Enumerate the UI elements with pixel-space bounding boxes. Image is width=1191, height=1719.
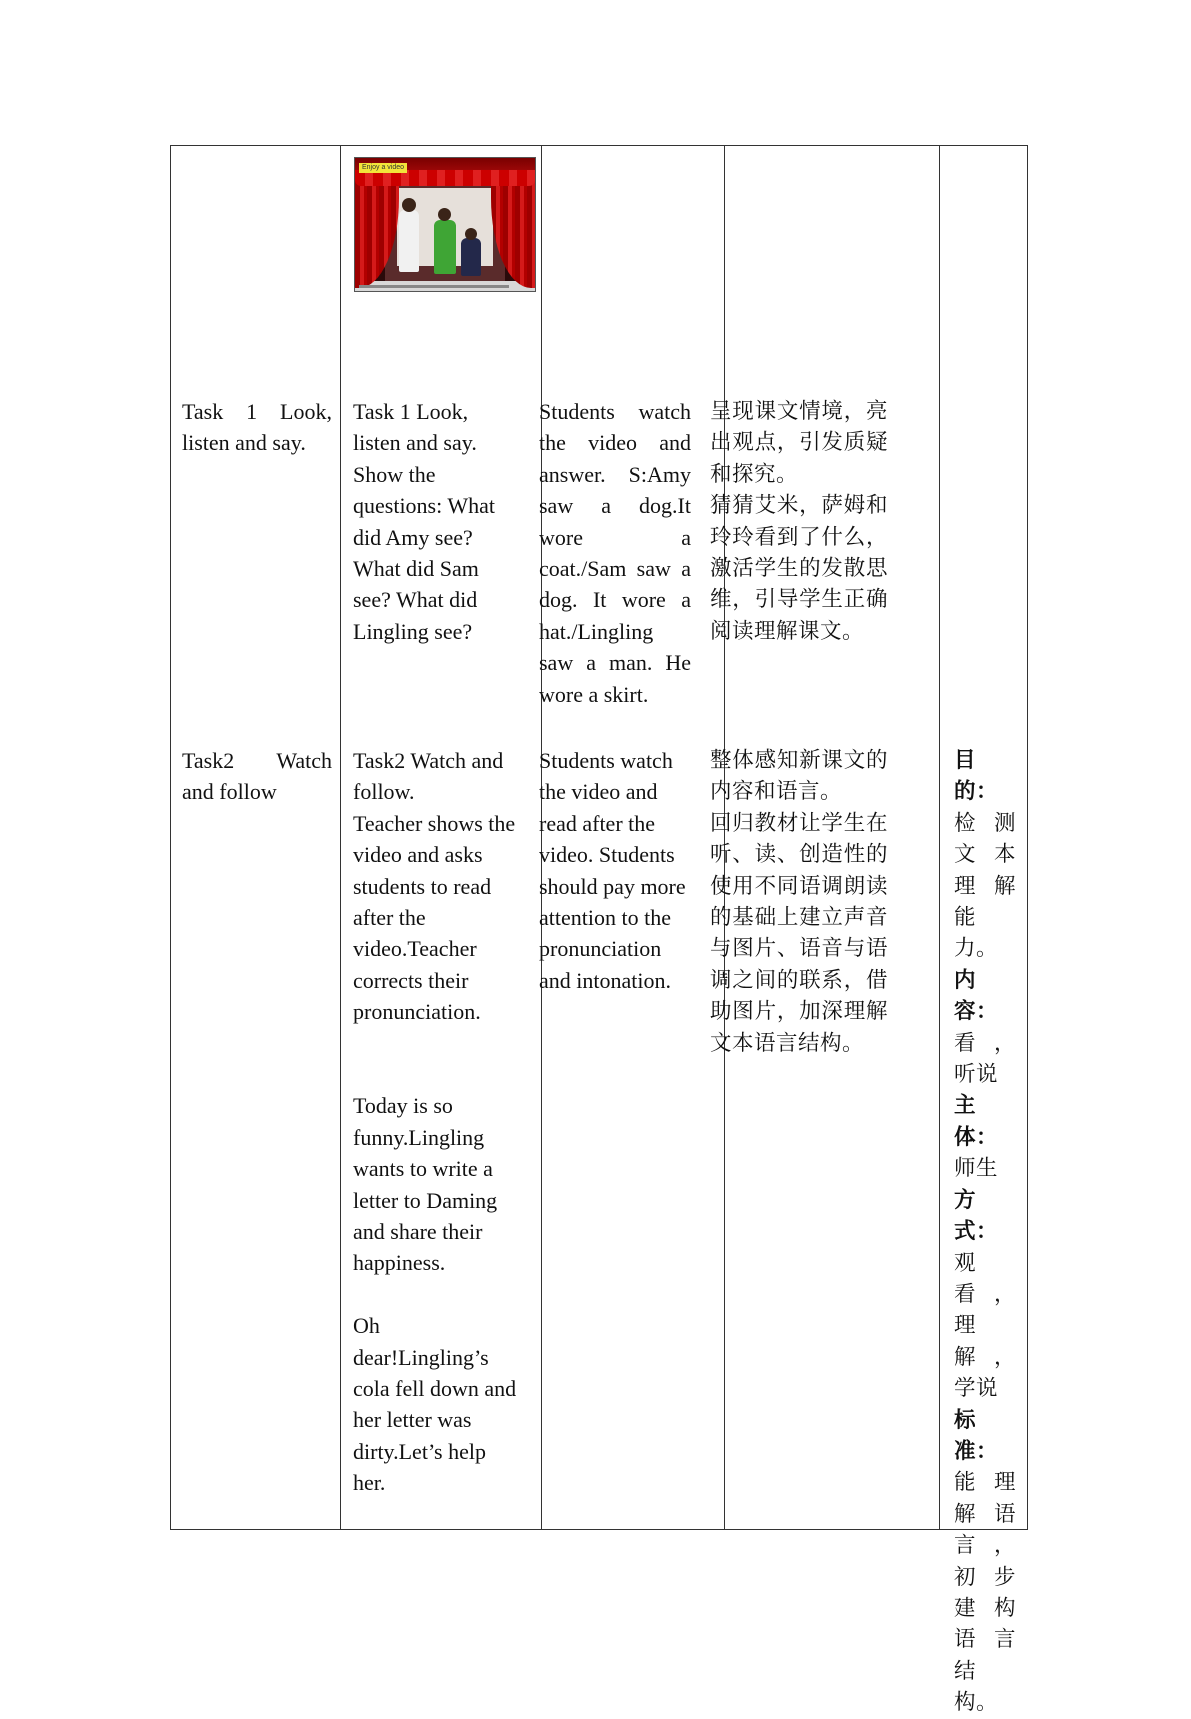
row2-task-name: Task2 Watch and follow [182, 748, 332, 805]
row2-evaluation: 目的： 检测文本理解能力。 内容： 看，听说 主体： 师生 方式： 观看，理解，学说 标准： 能理解语言，初步建构语言结构。 [954, 748, 1016, 1716]
video-thumbnail[interactable] [354, 157, 536, 292]
row1-design-intent: 呈现课文情境，亮出观点，引发质疑和探究。 猜猜艾米，萨姆和玲玲看到了什么，激活学生的发散思维，引导学生正确阅读理解课文。 [710, 399, 888, 644]
character-figure [461, 238, 481, 276]
character-figure [434, 220, 456, 274]
video-progress-bar[interactable] [359, 285, 509, 288]
column-divider [939, 146, 940, 1529]
row2-teacher-activity: Task2 Watch and follow. Teacher shows the video and asks students to read after the video.Teacher corrects their pronunciation. Today is so funny.Lingling wants to write a letter to Daming and share their happiness. Oh dear!Lingling’s cola fell down and her letter was dirty.Let’s help her. [353, 748, 517, 1496]
column-divider [340, 146, 341, 1529]
video-label: Enjoy a video [359, 163, 407, 173]
row1-student-activity: Students watch the video and answer. S:Amy saw a dog.It wore a coat./Sam saw a dog. It wore a hat./Lingling saw a man. He wore a skirt. [539, 399, 691, 707]
row1-task-name: Task 1 Look, listen and say. [182, 399, 332, 456]
row2-design-intent: 整体感知新课文的内容和语言。 回归教材让学生在听、读、创造性的使用不同语调朗读的基础上建立声音与图片、语音与语调之间的联系，借助图片，加深理解文本语言结构。 [710, 748, 888, 1056]
row2-student-activity: Students watch the video and read after the video. Students should pay more attention to the pronunciation and intonation. [539, 748, 686, 993]
character-figure [399, 210, 419, 272]
lesson-plan-table [170, 145, 1028, 1716]
row1-teacher-activity: Task 1 Look, listen and say. Show the questions: What did Amy see? What did Sam see? What did Lingling see? [353, 399, 495, 644]
